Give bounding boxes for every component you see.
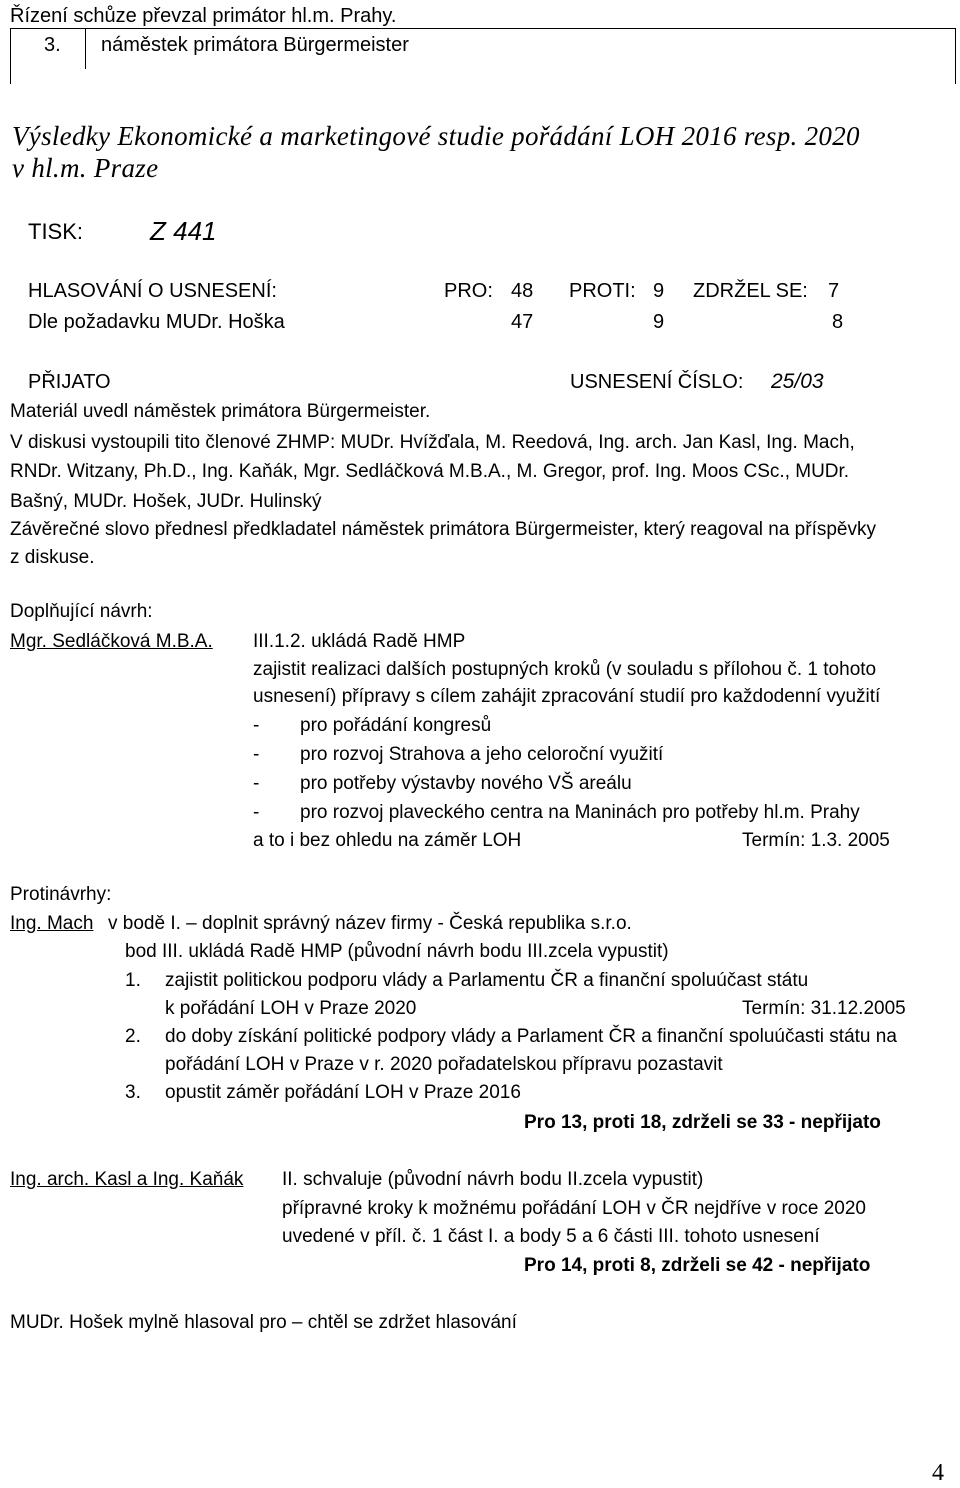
agenda-number-cell	[11, 29, 86, 69]
supplement-dash-3: -	[253, 773, 260, 794]
agenda-presenter: náměstek primátora Bürgermeister	[101, 34, 409, 56]
counter-a2-line-1: II. schvaluje (původní návrh bodu II.zcela vypustit)	[282, 1169, 704, 1190]
tisk-label: TISK:	[28, 219, 84, 244]
discussion-line-6: z diskuse.	[10, 547, 95, 568]
vote-proti-label: PROTI:	[569, 280, 636, 302]
counter-result-1: Pro 13, proti 18, zdrželi se 33 - nepřijato	[524, 1112, 881, 1133]
supplement-item-2: pro rozvoj Strahova a jeho celoroční využití	[300, 744, 664, 765]
supplement-dash-4: -	[253, 802, 260, 823]
vote-request-proti: 9	[653, 311, 665, 333]
supplement-deadline: Termín: 1.3. 2005	[742, 830, 890, 851]
resolution-label: USNESENÍ ČÍSLO:	[570, 371, 744, 393]
vote-pro-value: 48	[511, 280, 534, 302]
counter-a1-point-2: bod III. ukládá Radě HMP (původní návrh bodu III.zcela vypustit)	[125, 941, 669, 962]
counter-n2: 2.	[125, 1026, 141, 1047]
counter-a1-point-1: v bodě I. – doplnit správný název firmy - Česká republika s.r.o.	[108, 913, 632, 934]
agenda-number: 3.	[44, 34, 61, 56]
counter-heading: Protinávrhy:	[10, 884, 112, 905]
vote-zdrzel-label: ZDRŽEL SE:	[693, 280, 808, 302]
counter-n2-line-2: pořádání LOH v Praze v r. 2020 pořadatelskou přípravu pozastavit	[165, 1054, 723, 1075]
vote-request-pro: 47	[511, 311, 534, 333]
counter-result-2: Pro 14, proti 8, zdrželi se 42 - nepřijato	[524, 1255, 871, 1276]
supplement-line-2: usnesení) přípravy s cílem zahájit zpracování studií pro každodenní využití	[253, 686, 881, 707]
title-line-1: Výsledky Ekonomické a marketingové studie pořádání LOH 2016 resp. 2020	[12, 121, 860, 151]
counter-n1-line-2: k pořádání LOH v Praze 2020	[165, 998, 417, 1019]
supplement-closing: a to i bez ohledu na záměr LOH	[253, 830, 522, 851]
supplement-line-1: zajistit realizaci dalších postupných kroků (v souladu s přílohou č. 1 tohoto	[253, 659, 877, 680]
discussion-line-3: RNDr. Witzany, Ph.D., Ing. Kaňák, Mgr. Sedláčková M.B.A., M. Gregor, prof. Ing. Moos CSc., MUDr.	[10, 461, 850, 482]
supplement-dash-1: -	[253, 715, 260, 736]
agenda-row	[10, 28, 956, 84]
counter-n1-line-1: zajistit politickou podporu vlády a Parlamentu ČR a finanční spoluúčast státu	[165, 970, 809, 991]
counter-a2-line-3: uvedené v příl. č. 1 část I. a body 5 a 6 části III. tohoto usnesení	[282, 1226, 820, 1247]
supplement-dash-2: -	[253, 744, 260, 765]
discussion-line-4: Bašný, MUDr. Hošek, JUDr. Hulinský	[10, 491, 322, 512]
supplement-point: III.1.2. ukládá Radě HMP	[253, 631, 466, 652]
vote-zdrzel-value: 7	[828, 280, 840, 302]
vote-pro-label: PRO:	[444, 280, 493, 302]
vote-request-label: Dle požadavku MUDr. Hoška	[28, 311, 285, 333]
counter-n3-line-1: opustit záměr pořádání LOH v Praze 2016	[165, 1082, 521, 1103]
document-title	[12, 120, 952, 184]
counter-author-1: Ing. Mach	[10, 913, 94, 934]
supplement-item-1: pro pořádání kongresů	[300, 715, 492, 736]
vote-request-zdrzel: 8	[832, 311, 844, 333]
result-status: PŘIJATO	[28, 371, 111, 393]
voting-note: MUDr. Hošek mylně hlasoval pro – chtěl se zdržet hlasování	[10, 1312, 517, 1333]
supplement-author: Mgr. Sedláčková M.B.A.	[10, 631, 213, 652]
discussion-line-1: Materiál uvedl náměstek primátora Bürgermeister.	[10, 401, 431, 422]
discussion-line-5: Závěrečné slovo přednesl předkladatel náměstek primátora Bürgermeister, který reagoval na příspěvky	[10, 519, 876, 540]
counter-author-2: Ing. arch. Kasl a Ing. Kaňák	[10, 1169, 244, 1190]
counter-a2-line-2: přípravné kroky k možnému pořádání LOH v ČR nejdříve v roce 2020	[282, 1198, 866, 1219]
supplement-item-3: pro potřeby výstavby nového VŠ areálu	[300, 773, 632, 794]
counter-n3: 3.	[125, 1082, 141, 1103]
resolution-number: 25/03	[771, 370, 824, 393]
counter-n2-line-1: do doby získání politické podpory vlády a Parlament ČR a finanční spoluúčasti státu na	[165, 1026, 897, 1047]
title-line-2: v hl.m. Praze	[12, 153, 159, 183]
counter-n1: 1.	[125, 970, 141, 991]
vote-label: HLASOVÁNÍ O USNESENÍ:	[28, 280, 277, 302]
discussion-line-2: V diskusi vystoupili tito členové ZHMP: MUDr. Hvížďala, M. Reedová, Ing. arch. Jan Kasl, Ing. Mach,	[10, 432, 855, 453]
vote-proti-value: 9	[653, 280, 665, 302]
counter-n1-deadline: Termín: 31.12.2005	[742, 998, 906, 1019]
supplement-heading: Doplňující návrh:	[10, 601, 153, 622]
page-number: 4	[932, 1460, 944, 1486]
chair-note: Řízení schůze převzal primátor hl.m. Prahy.	[10, 5, 397, 27]
supplement-item-4: pro rozvoj plaveckého centra na Maninách pro potřeby hl.m. Prahy	[300, 802, 860, 823]
tisk-value: Z 441	[150, 216, 217, 246]
